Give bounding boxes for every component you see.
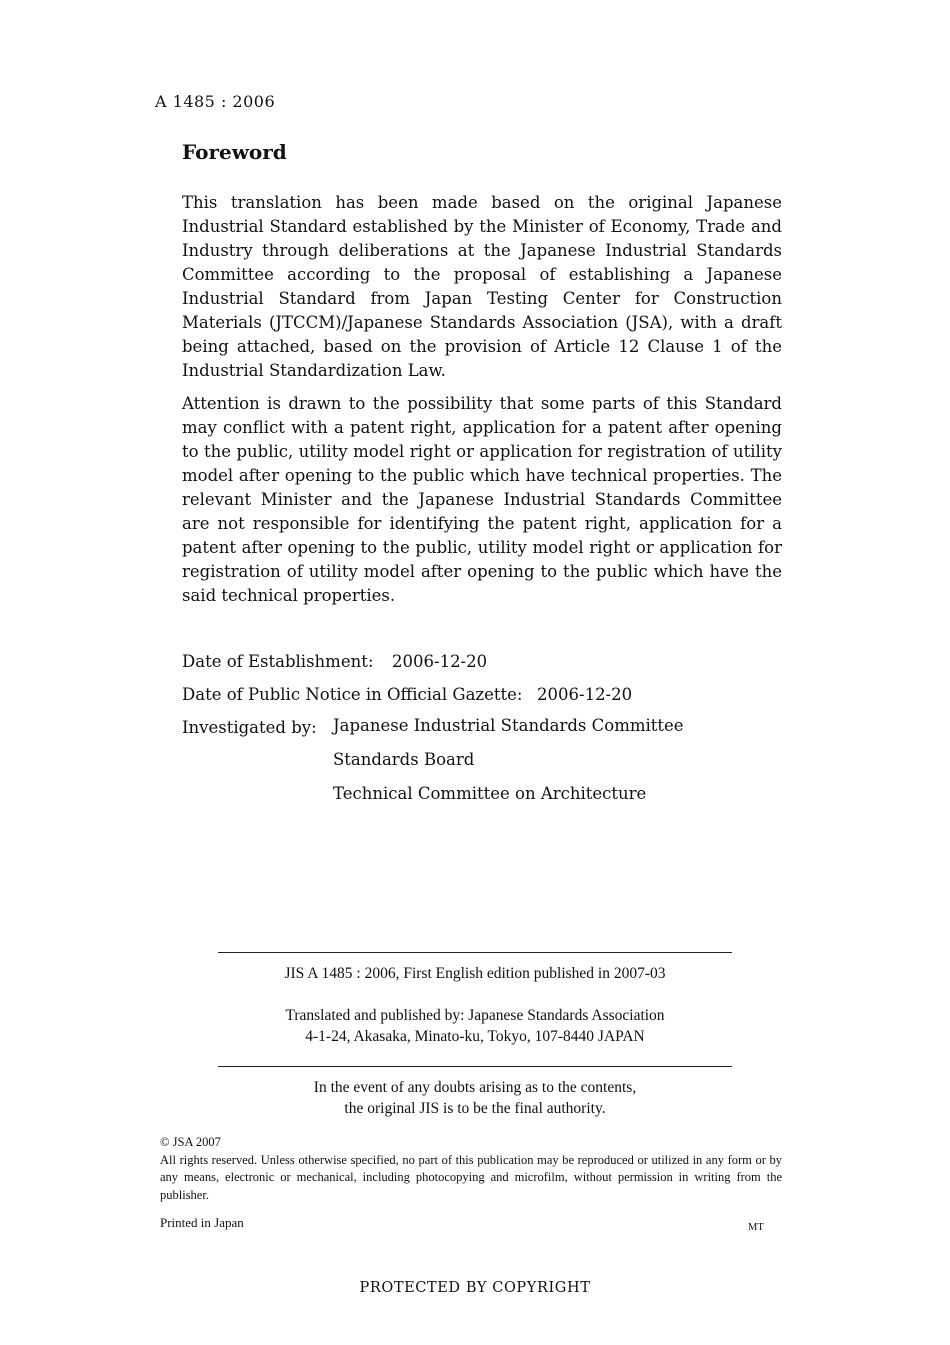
date-of-establishment-value: 2006-12-20 [392,652,488,671]
publisher-address: 4-1-24, Akasaka, Minato-ku, Tokyo, 107-8440 JAPAN [305,1028,645,1045]
copyright-notice: © JSA 2007 [160,1135,221,1149]
rights-statement: All rights reserved. Unless otherwise specified, no part of this publication may be reproduced or utilized in any form or by any means, electronic or mechanical, including photocopying and microfilm, without permission in writing from the publisher. [160,1152,782,1202]
divider-top [218,952,732,953]
investigated-by-line: Japanese Industrial Standards Committee [333,716,684,735]
mt-mark: MT [748,1222,764,1233]
authority-notice-line: the original JIS is to be the final authority. [344,1100,606,1117]
date-of-public-notice-label: Date of Public Notice in Official Gazette: [182,685,523,704]
publisher-info [0,1005,950,1047]
date-of-public-notice [182,683,633,707]
document-code: A 1485 : 2006 [155,92,276,111]
date-of-public-notice-value: 2006-12-20 [537,685,633,704]
foreword-title: Foreword [182,140,287,164]
foreword-paragraph-2: Attention is drawn to the possibility that some parts of this Standard may conflict with a patent right, application for a patent after opening to the public, utility model right or application for registration of utility model after opening to the public which have technical properties. The relevant Minister and the Japanese Industrial Standards Committee are not responsible for identifying the patent right, application for a patent after opening to the public, utility model right or application for registration of utility model after opening to the public which have the said technical properties. [182,394,782,605]
edition-statement: JIS A 1485 : 2006, First English edition published in 2007-03 [284,965,666,982]
protected-by-copyright: PROTECTED BY COPYRIGHT [359,1280,591,1296]
foreword-paragraph-1: This translation has been made based on the original Japanese Industrial Standard established by the Minister of Economy, Trade and Industry through deliberations at the Japanese Industrial Standards Committee according to the proposal of establishing a Japanese Industrial Standard from Japan Testing Center for Construction Materials (JTCCM)/Japanese Standards Association (JSA), with a draft being attached, based on the provision of Article 12 Clause 1 of the Industrial Standardization Law. [182,193,782,380]
printed-in: Printed in Japan [160,1215,244,1230]
investigated-by-label: Investigated by: [182,718,317,737]
investigated-by-line: Standards Board [333,750,475,769]
publisher-line: Translated and published by: Japanese Standards Association [285,1007,665,1024]
authority-notice-line: In the event of any doubts arising as to the contents, [313,1079,637,1096]
copyright-block [160,1134,782,1204]
date-of-establishment [182,650,488,674]
investigated-by-line: Technical Committee on Architecture [333,784,647,803]
divider-bottom [218,1066,732,1067]
date-of-establishment-label: Date of Establishment: [182,652,374,671]
authority-notice [0,1077,950,1119]
